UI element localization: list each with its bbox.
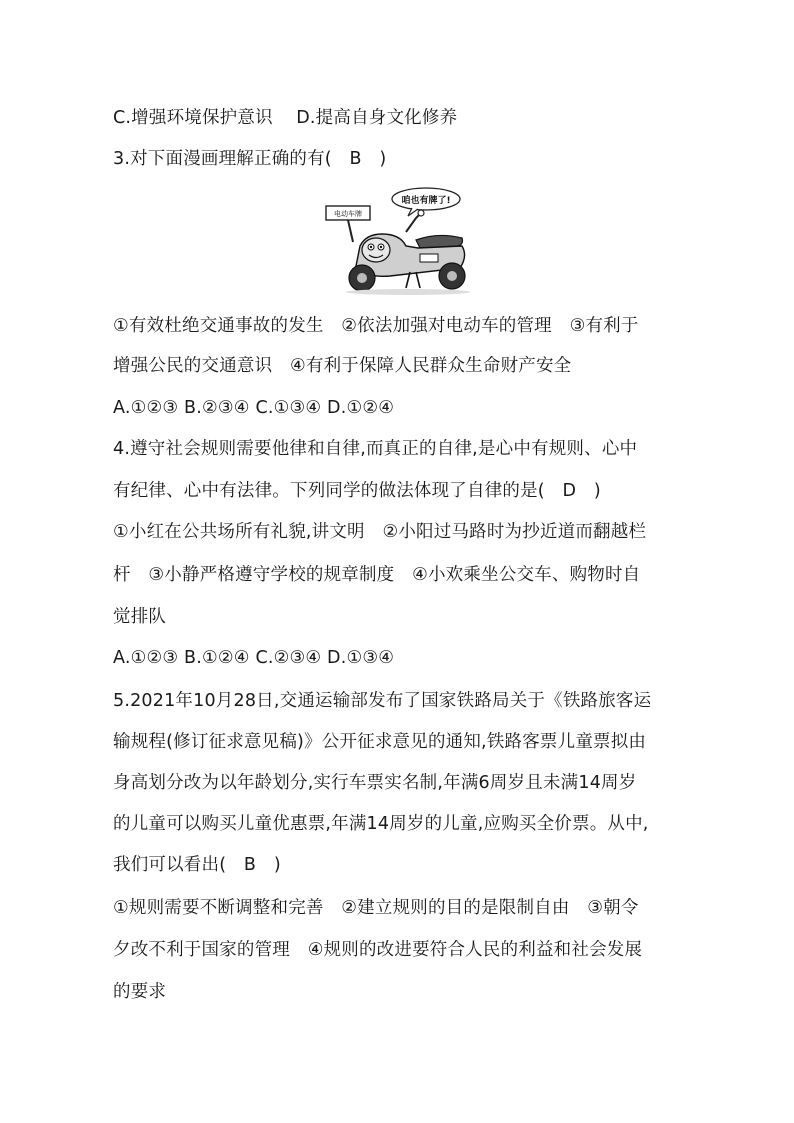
q4-choices: A.①②③ B.①②④ C.②③④ D.①③④ xyxy=(113,648,395,668)
q3-statement-line-2: 增强公民的交通意识 ④有利于保障人民群众生命财产安全 xyxy=(113,356,572,376)
q3-stem: 3.对下面漫画理解正确的有( B ) xyxy=(113,149,387,169)
q5-stem-line-1: 5.2021年10月28日,交通运输部发布了国家铁路局关于《铁路旅客运 xyxy=(113,691,652,711)
speech-bubble-text: 咱也有牌了! xyxy=(401,196,451,206)
q5-statement-line-3: 的要求 xyxy=(113,982,167,1002)
scooter-face xyxy=(362,238,390,262)
q4-statement-line-1: ①小红在公共场所有礼貌,讲文明 ②小阳过马路时为抄近道而翻越栏 xyxy=(113,522,647,542)
hand-icon xyxy=(418,210,424,216)
q4-statement-line-2: 杆 ③小静严格遵守学校的规章制度 ④小欢乘坐公交车、购物时自 xyxy=(113,565,641,585)
q3-choices: A.①②③ B.②③④ C.①③④ D.①②④ xyxy=(113,398,395,418)
q5-stem-line-4: 的儿童可以购买儿童优惠票,年满14周岁的儿童,应购买全价票。从中, xyxy=(113,814,649,834)
sign-arm xyxy=(348,220,353,242)
q5-statement-line-2: 夕改不利于国家的管理 ④规则的改进要符合人民的利益和社会发展 xyxy=(113,940,643,960)
q4-statement-line-3: 觉排队 xyxy=(113,607,167,627)
ground-shadow xyxy=(346,289,470,295)
q4-stem-line-2: 有纪律、心中有法律。下列同学的做法体现了自律的是( D ) xyxy=(113,481,601,501)
q3-statement-line-1: ①有效杜绝交通事故的发生 ②依法加强对电动车的管理 ③有利于 xyxy=(113,316,639,336)
q2-options-cd: C.增强环境保护意识 D.提高自身文化修养 xyxy=(113,108,458,128)
license-sign-text: 电动车牌 xyxy=(334,210,362,218)
q4-stem-line-1: 4.遵守社会规则需要他律和自律,而真正的自律,是心中有规则、心中 xyxy=(113,439,638,459)
q5-stem-line-2: 输规程(修订征求意见稿)》公开征求意见的通知,铁路客票儿童票拟由 xyxy=(113,732,647,752)
electric-scooter-cartoon xyxy=(320,184,470,296)
q5-statement-line-1: ①规则需要不断调整和完善 ②建立规则的目的是限制自由 ③朝令 xyxy=(113,898,639,918)
q5-stem-line-5: 我们可以看出( B ) xyxy=(113,855,281,875)
raised-arm xyxy=(406,214,420,232)
license-plate xyxy=(420,254,438,262)
q5-stem-line-3: 身高划分改为以年龄划分,实行车票实名制,年满6周岁且未满14周岁 xyxy=(113,773,637,793)
